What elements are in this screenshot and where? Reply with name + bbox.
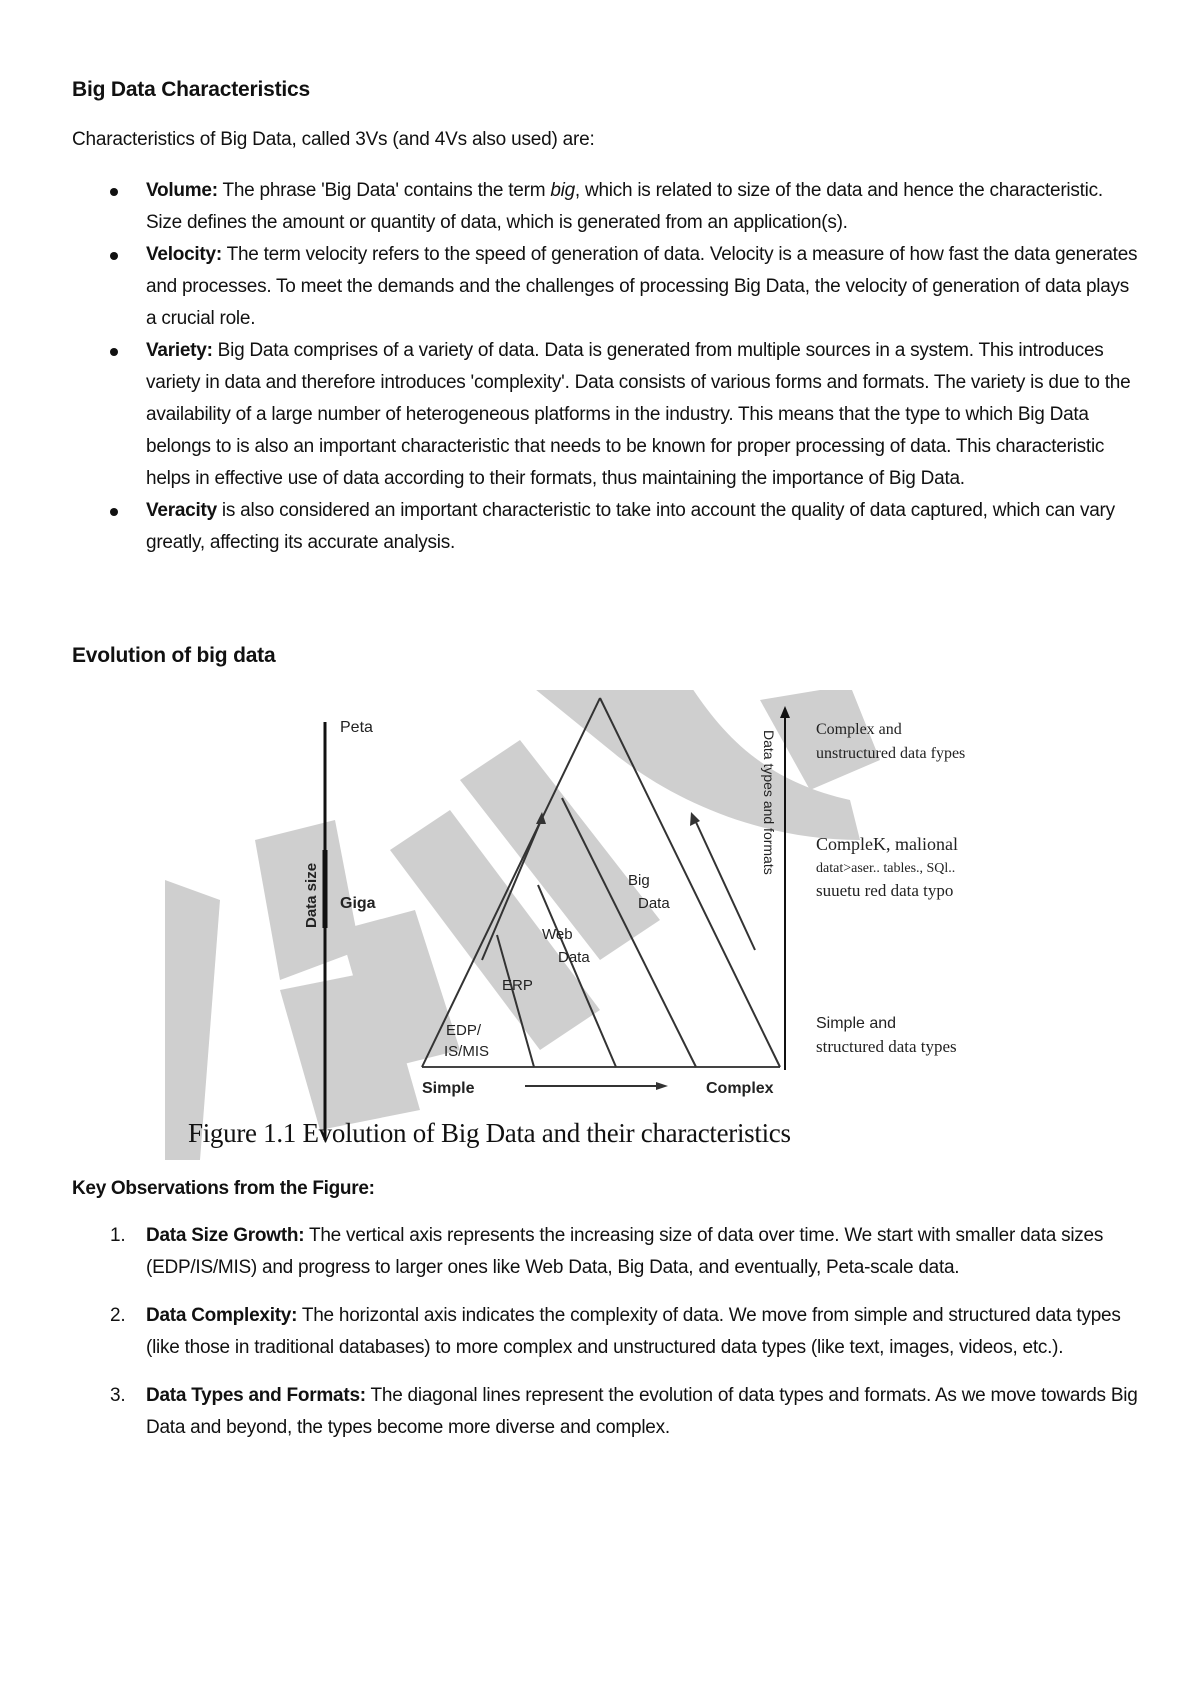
observations-list bbox=[72, 1220, 1142, 1460]
section-heading-characteristics: Big Data Characteristics bbox=[72, 78, 310, 101]
annotation-complex-2: unstructured data fypes bbox=[816, 745, 966, 762]
observation-item bbox=[72, 1220, 1142, 1284]
right-axis-label: Data types and formats bbox=[761, 730, 777, 875]
bullet-icon bbox=[110, 188, 118, 196]
region-label-edp-2: IS/MIS bbox=[444, 1043, 490, 1060]
bullet-icon bbox=[110, 508, 118, 516]
observation-term: Data Complexity: bbox=[146, 1305, 298, 1326]
evolution-diagram-image bbox=[160, 690, 1040, 1160]
list-item-veracity bbox=[72, 495, 1142, 559]
list-item-variety bbox=[72, 335, 1142, 495]
bullet-icon bbox=[110, 348, 118, 356]
veracity-text: is also considered an important characteristic to take into account the quality of data captured, which can vary greatly, affecting its accurate analysis. bbox=[146, 500, 1115, 553]
x-axis-end: Complex bbox=[706, 1080, 774, 1097]
observation-number: 3. bbox=[110, 1385, 126, 1406]
region-label-edp: EDP/ bbox=[446, 1022, 482, 1039]
x-axis-start: Simple bbox=[422, 1080, 475, 1097]
annotation-complex-1: Complex and bbox=[816, 721, 902, 738]
observation-number: 2. bbox=[110, 1305, 126, 1326]
region-label-big-2: Data bbox=[638, 895, 670, 912]
term-volume: Volume: bbox=[146, 180, 218, 201]
volume-text-b: , which is related to size of the data and hence the characteristic. Size defines the amount or quantity of data, which is generated from an application(s). bbox=[146, 180, 1103, 233]
observation-term: Data Types and Formats: bbox=[146, 1385, 366, 1406]
y-axis-label: Data size bbox=[303, 862, 320, 928]
observation-term: Data Size Growth: bbox=[146, 1225, 305, 1246]
annotation-relational-1: CompleK, malional bbox=[816, 834, 958, 854]
volume-text-a: The phrase 'Big Data' contains the term bbox=[217, 180, 551, 201]
volume-italic-term: big bbox=[550, 180, 575, 201]
observation-text: The diagonal lines represent the evolution of data types and formats. As we move towards Big Data and beyond, the types become more diverse and complex. bbox=[146, 1385, 1138, 1438]
list-item-velocity bbox=[72, 239, 1142, 335]
evolution-figure bbox=[160, 690, 1040, 1160]
intro-paragraph: Characteristics of Big Data, called 3Vs (and 4Vs also used) are: bbox=[72, 129, 595, 150]
y-tick-peta: Peta bbox=[340, 719, 373, 736]
figure-caption: Figure 1.1 Evolution of Big Data and their characteristics bbox=[188, 1118, 791, 1148]
region-label-web-2: Data bbox=[558, 949, 590, 966]
region-label-big: Big bbox=[628, 872, 650, 889]
region-label-erp: ERP bbox=[502, 977, 533, 994]
term-velocity: Velocity: bbox=[146, 244, 222, 265]
observation-item bbox=[72, 1380, 1142, 1444]
variety-text: Big Data comprises of a variety of data. Data is generated from multiple sources in a system. This introduces variety in data and therefore introduces 'complexity'. Data consists of various forms and formats. The variety is due to the availability of a large number of heterogeneous platforms in the industry. This means that the type to which Big Data belongs to is also an important characteristic that needs to be known for proper processing of data. This characteristic helps in effective use of data according to their formats, thus maintaining the importance of Big Data. bbox=[146, 340, 1131, 489]
section-heading-evolution: Evolution of big data bbox=[72, 644, 276, 667]
region-label-web: Web bbox=[542, 926, 573, 943]
y-tick-giga: Giga bbox=[340, 895, 376, 912]
velocity-text: The term velocity refers to the speed of generation of data. Velocity is a measure of how fast the data generates and processes. To meet the demands and the challenges of processing Big Data, the velocity of generation of data plays a crucial role. bbox=[146, 244, 1138, 329]
observation-text: The horizontal axis indicates the complexity of data. We move from simple and structured data types (like those in traditional databases) to more complex and unstructured data types (like text, images, videos, etc.). bbox=[146, 1305, 1121, 1358]
observation-item bbox=[72, 1300, 1142, 1364]
annotation-relational-2: datat>aser.. tables., SQl.. bbox=[816, 861, 956, 876]
annotation-simple-2: structured data types bbox=[816, 1037, 957, 1056]
observation-text: The vertical axis represents the increasing size of data over time. We start with smaller data sizes (EDP/IS/MIS) and progress to larger ones like Web Data, Big Data, and eventually, Peta-scale data. bbox=[146, 1225, 1104, 1278]
observations-heading: Key Observations from the Figure: bbox=[72, 1178, 375, 1199]
annotation-relational-3: suuetu red data typo bbox=[816, 881, 954, 900]
bullet-icon bbox=[110, 252, 118, 260]
characteristics-list bbox=[72, 175, 1142, 559]
term-veracity: Veracity bbox=[146, 500, 217, 521]
list-item-volume bbox=[72, 175, 1142, 239]
annotation-simple-1: Simple and bbox=[816, 1015, 897, 1032]
term-variety: Variety: bbox=[146, 340, 213, 361]
observation-number: 1. bbox=[110, 1225, 126, 1246]
